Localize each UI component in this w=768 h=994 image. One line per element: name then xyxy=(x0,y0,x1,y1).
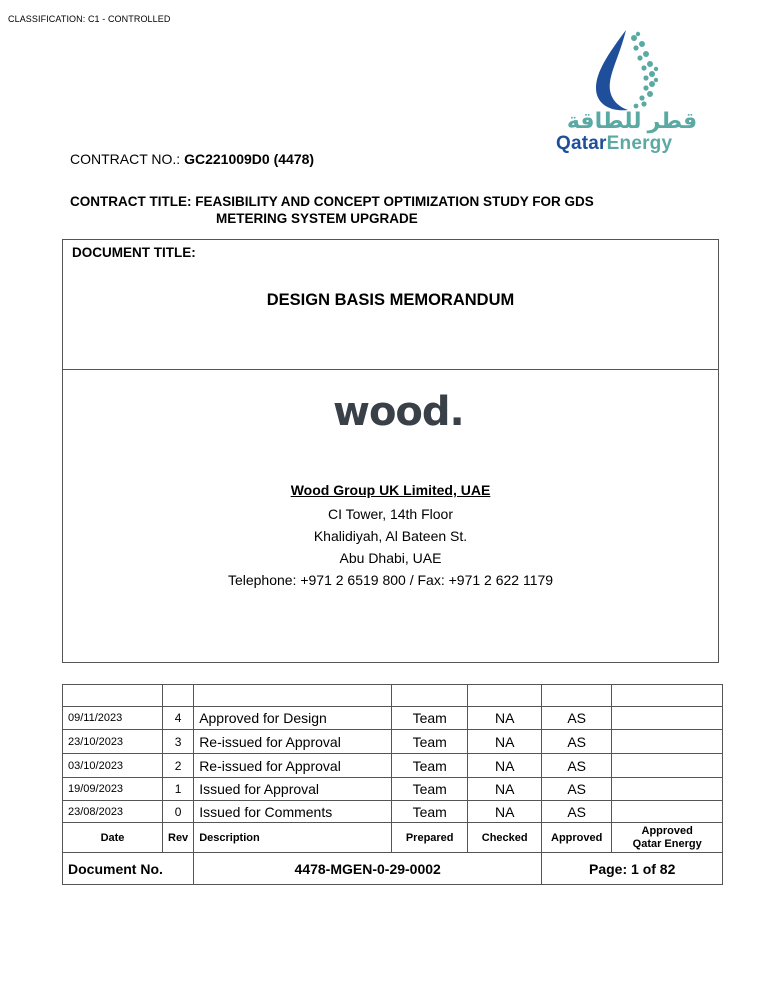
document-number: 4478-MGEN-0-29-0002 xyxy=(194,853,542,885)
logo-english-text: QatarEnergy xyxy=(556,133,673,154)
classification-label: CLASSIFICATION: C1 - CONTROLLED xyxy=(8,14,171,24)
contract-title: CONTRACT TITLE: FEASIBILITY AND CONCEPT OPTIMIZATION STUDY FOR GDS METERING SYSTEM UPGRADE xyxy=(70,194,594,226)
company-address-block xyxy=(63,479,718,591)
address-line-3: Abu Dhabi, UAE xyxy=(339,550,442,566)
table-row: 23/10/2023 3 Re-issued for Approval Team NA AS xyxy=(63,730,723,754)
table-header-row: Date Rev Description Prepared Checked Approved Approved Qatar Energy xyxy=(63,823,723,853)
qatarenergy-logo xyxy=(556,24,704,162)
table-row-empty xyxy=(63,685,723,707)
water-drop-icon xyxy=(556,24,704,114)
company-name: Wood Group UK Limited, UAE xyxy=(290,482,491,498)
document-title: DESIGN BASIS MEMORANDUM xyxy=(266,291,515,309)
page-number: Page: 1 of 82 xyxy=(542,853,723,885)
wood-logo: wood. xyxy=(333,389,464,435)
divider xyxy=(63,369,718,370)
revision-table xyxy=(62,684,723,885)
contract-number: CONTRACT NO.: GC221009D0 (4478) xyxy=(70,151,315,167)
table-row: 03/10/2023 2 Re-issued for Approval Team NA AS xyxy=(63,754,723,778)
document-number-label: Document No. xyxy=(63,853,194,885)
telephone-fax: Telephone: +971 2 6519 800 / Fax: +971 2 622 1179 xyxy=(227,572,554,588)
logo-arabic-text: قطر للطاقة xyxy=(566,108,698,133)
document-title-label: DOCUMENT TITLE: xyxy=(72,245,196,260)
address-line-1: CI Tower, 14th Floor xyxy=(327,506,454,522)
document-title-box xyxy=(62,239,719,663)
table-row: 09/11/2023 4 Approved for Design Team NA AS xyxy=(63,707,723,730)
table-row: 23/08/2023 0 Issued for Comments Team NA AS xyxy=(63,801,723,823)
document-number-row xyxy=(63,853,723,885)
table-row: 19/09/2023 1 Issued for Approval Team NA AS xyxy=(63,778,723,801)
address-line-2: Khalidiyah, Al Bateen St. xyxy=(313,528,468,544)
